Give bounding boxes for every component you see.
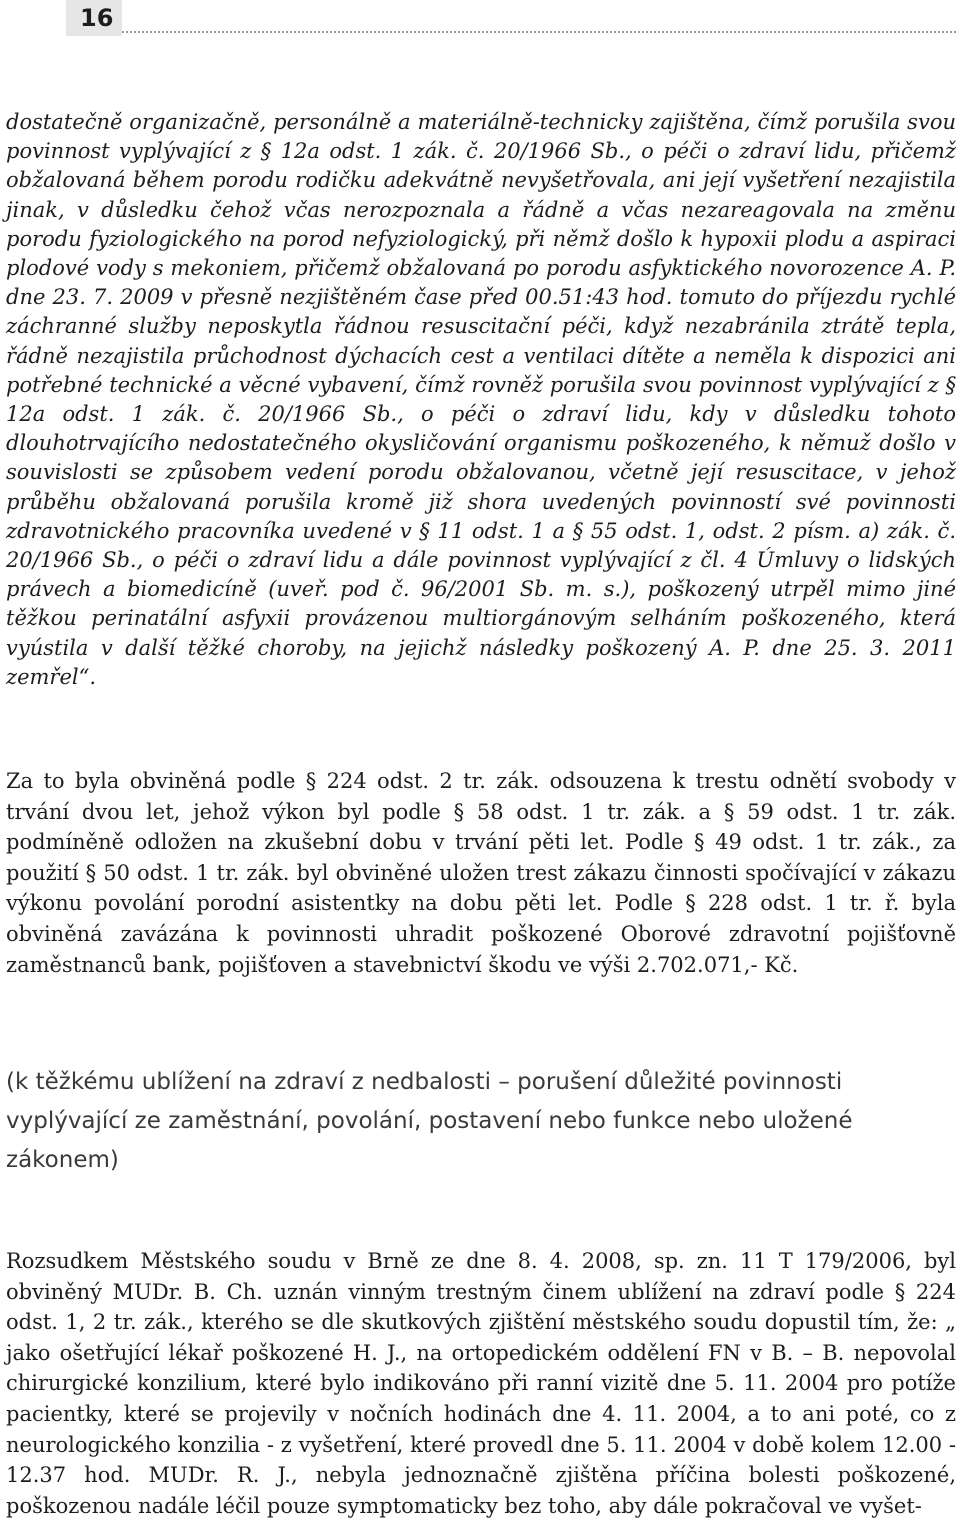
judgment-paragraph: Rozsudkem Městského soudu v Brně ze dne 8. 4. 2008, sp. zn. 11 T 179/2006, byl obviněný MUDr. B. Ch. uznán vinným trestným činem ublížení na zdraví podle § 224 odst. 1, 2 tr. zák., kterého se dle skutkových zjištění městského soudu dopustil tím, že: „ jako ošetřující lékař poškozené H. J., na ortopedickém oddělení FN v B. – B. nepovolal chirurgické konzilium, které bylo indikováno při ranní vizitě dne 5. 11. 2004 pro potíže pacientky, které se projevily v nočních hodinách dne 4. 11. 2004, a to ani poté, co z neurologického konzilia - z vyšetření, které provedl dne 5. 11. 2004 v době kolem 12.00 - 12.37 hod. MUDr. R. J., nebyla jednoznačně zjištěna příčina bolesti poškozené, poškozenou nadále léčil pouze symptomaticky bez toho, aby dále pokračoval ve vyšet-: [6, 1249, 956, 1518]
sentence-paragraph: Za to byla obviněná podle § 224 odst. 2 tr. zák. odsouzena k trestu odnětí svobody v trvání dvou let, jehož výkon byl podle § 58 odst. 1 tr. zák. a § 59 odst. 1 tr. zák. podmíněně odložen na zkušební dobu v trvání pěti let. Podle § 49 odst. 1 tr. zák., za použití § 50 odst. 1 tr. zák. byl obviněné uložen trest zákazu činnosti spočívající v zákazu výkonu povolání porodní asistentky na dobu pěti let. Podle § 228 odst. 1 tr. ř. byla obviněná zavázána k povinnosti uhradit poškozené Oborové zdravotní pojišťovně zaměstnanců bank, pojišťoven a stavebnictví škodu ve výši 2.702.071,- Kč.: [6, 769, 956, 977]
quote-paragraph: dostatečně organizačně, personálně a materiálně-technicky zajištěna, čímž porušila svou povinnost vyplývající z § 12a odst. 1 zák. č. 20/1966 Sb., o péči o zdraví lidu, přičemž obžalovaná během porodu rodičku adekvátně nevyšetřovala, ani její vyšetření nezajistila jinak, v důsledku čehož včas nerozpoznala a řádně a včas nezareagovala na změnu porodu fyziologického na porod nefyziologický, při němž došlo k hypoxii plodu a aspiraci plodové vody s mekoniem, přičemž obžalovaná po porodu asfyktického novorozence A. P. dne 23. 7. 2009 v přesně nezjištěném čase před 00.51:43 hod. tomuto do příjezdu rychlé záchranné služby neposkytla řádnou resuscitační péči, když nezabránila ztrátě tepla, řádně nezajistila průchodnost dýchacích cest a ventilaci dítěte a neměla k dispozici ani potřebné technické a věcné vybavení, čímž rovněž porušila svou povinnost vyplývající z § 12a odst. 1 zák. č. 20/1966 Sb., o péči o zdraví lidu, kdy v důsledku tohoto dlouhotrvajícího nedostatečného okysličování organismu poškozeného, k němuž došlo v souvislosti se způsobem vedení porodu obžalovanou, včetně její resuscitace, v jehož průběhu obžalovaná porušila kromě již shora uvedených povinností své povinnosti zdravotnického pracovníka uvedené v § 11 odst. 1 a § 55 odst. 1, odst. 2 písm. a) zák. č. 20/1966 Sb., o péči o zdraví lidu a dále povinnost vyplývající z čl. 4 Úmluvy o lidských právech a biomedicíně (uveř. pod č. 96/2001 Sb. m. s.), poškozený utrpěl mimo jiné těžkou perinatální asfyxii provázenou multiorgánovým selháním poškozeného, která vyústila v další těžké choroby, na jejichž následky poškozený A. P. dne 25. 3. 2011 zemřel“.: [6, 110, 956, 689]
header-divider: [122, 31, 956, 33]
page-number: 16: [80, 4, 114, 32]
section-heading: (k těžkému ublížení na zdraví z nedbalosti – porušení důležité povinnosti vyplývající ze zaměstnání, povolání, postavení nebo funkce nebo uložené zákonem): [6, 1069, 853, 1173]
